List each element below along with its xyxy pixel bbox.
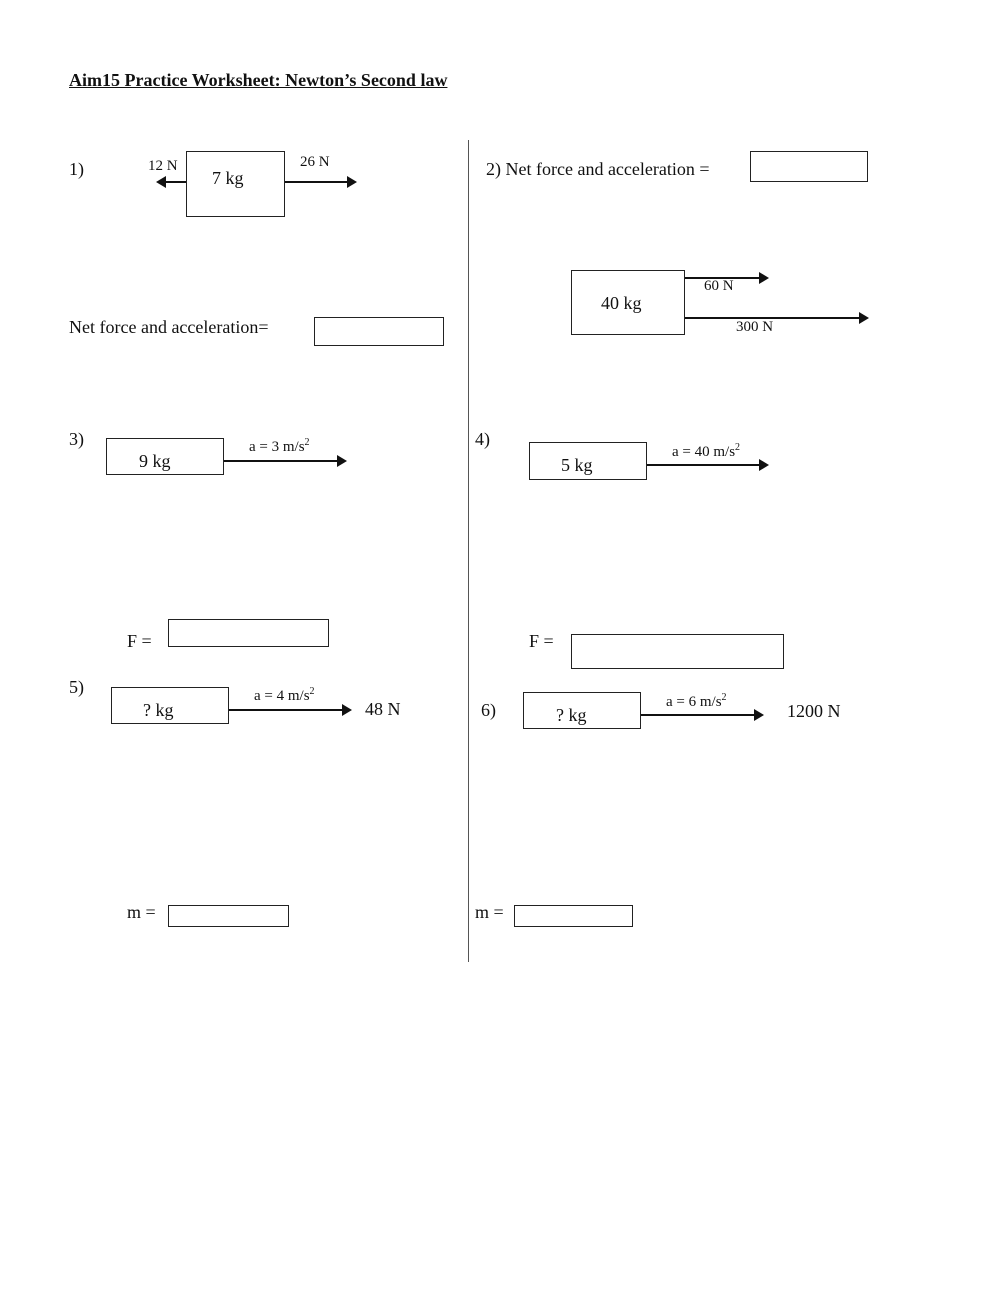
problem-number: 3) xyxy=(69,429,84,449)
answer-field[interactable] xyxy=(571,634,784,669)
acceleration-label: a = 3 $m/s^2$ xyxy=(249,437,310,455)
acceleration-label: a = 40 $m/s^2$ xyxy=(672,442,741,460)
mass-label: 7 kg xyxy=(212,168,244,188)
problem-number: 5) xyxy=(69,677,84,697)
force-label: 48 N xyxy=(365,699,401,719)
answer-field[interactable] xyxy=(514,905,633,927)
force-arrow-b xyxy=(685,317,867,319)
mass-label: 40 kg xyxy=(601,293,642,313)
mass-label: ? kg xyxy=(143,700,174,720)
acceleration-arrow xyxy=(224,460,345,462)
force-label-a: 60 N xyxy=(704,278,734,294)
answer-field[interactable] xyxy=(750,151,868,182)
answer-prompt: 2) Net force and acceleration = xyxy=(486,159,710,179)
answer-field[interactable] xyxy=(168,619,329,647)
problem-number: 1) xyxy=(69,159,84,179)
left-force-label: 12 N xyxy=(148,158,178,174)
acceleration-label: a = 4 $m/s^2$ xyxy=(254,686,315,704)
answer-label: m = xyxy=(127,902,156,922)
force-label-b: 300 N xyxy=(736,319,774,335)
acceleration-arrow xyxy=(647,464,767,466)
answer-label: m = xyxy=(475,902,504,922)
column-divider xyxy=(468,140,469,962)
problem-number: 6) xyxy=(481,700,496,720)
acceleration-arrow xyxy=(641,714,762,716)
acceleration-arrow xyxy=(229,709,350,711)
problem-number: 4) xyxy=(475,429,490,449)
worksheet-title: Aim15 Practice Worksheet: Newton’s Second law xyxy=(69,70,448,90)
answer-label: F = xyxy=(127,631,152,651)
mass-label: 9 kg xyxy=(139,451,171,471)
acceleration-label: a = 6 $m/s^2$ xyxy=(666,692,727,710)
answer-prompt: Net force and acceleration= xyxy=(69,317,269,337)
answer-label: F = xyxy=(529,631,554,651)
answer-field[interactable] xyxy=(168,905,289,927)
mass-label: 5 kg xyxy=(561,455,593,475)
left-force-arrow xyxy=(158,181,187,183)
force-label: 1200 N xyxy=(787,701,841,721)
right-force-arrow xyxy=(285,181,355,183)
mass-label: ? kg xyxy=(556,705,587,725)
right-force-label: 26 N xyxy=(300,154,330,170)
answer-field[interactable] xyxy=(314,317,444,346)
